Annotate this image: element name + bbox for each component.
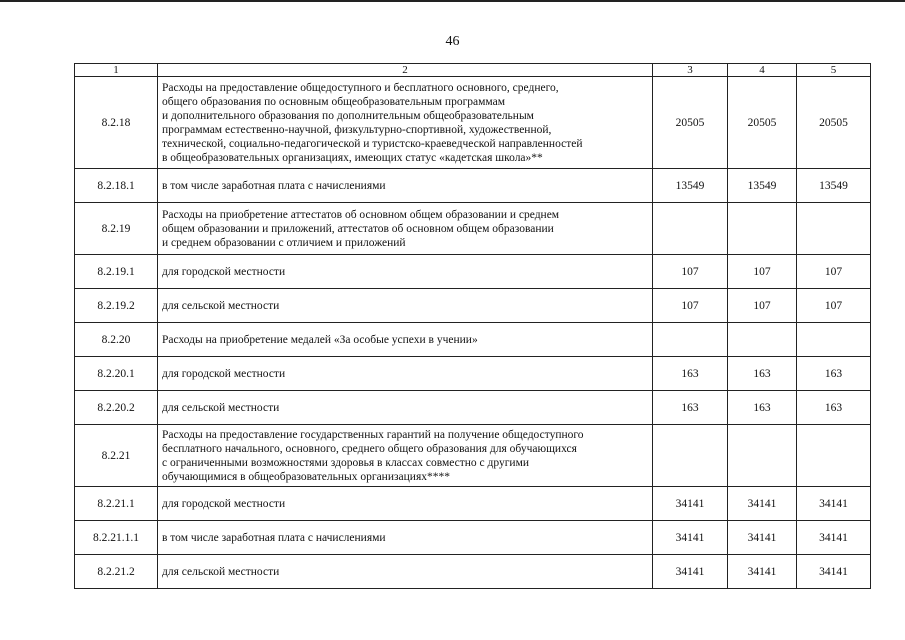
row-description (158, 255, 653, 289)
description-line: Расходы на предоставление общедоступного и бесплатного основного, среднего, (162, 81, 559, 94)
row-description (158, 169, 653, 203)
row-description (158, 521, 653, 555)
row-value-col-3: 163 (653, 391, 728, 425)
description-line: технической, социально-педагогической и туристско-краеведческой направленностей (162, 137, 583, 150)
description-line: бесплатного начального, основного, среднего общего образования для обучающихся (162, 442, 577, 455)
top-rule (0, 0, 905, 2)
row-value-col-3: 13549 (653, 169, 728, 203)
header-cell-4: 4 (728, 64, 797, 77)
row-value-col-4 (728, 323, 797, 357)
row-value-col-4: 107 (728, 255, 797, 289)
row-code: 8.2.20 (75, 323, 158, 357)
table-row (75, 323, 871, 357)
row-description (158, 425, 653, 487)
row-value-col-3: 34141 (653, 521, 728, 555)
row-code: 8.2.21.1 (75, 487, 158, 521)
description-line: в том числе заработная плата с начислениями (162, 179, 386, 192)
row-description (158, 203, 653, 255)
table-row (75, 357, 871, 391)
row-value-col-4: 163 (728, 357, 797, 391)
row-value-col-3 (653, 203, 728, 255)
row-description (158, 289, 653, 323)
description-line: общего образования по основным общеобразовательным программам (162, 95, 505, 108)
description-line: в общеобразовательных организациях, имеющих статус «кадетская школа»** (162, 151, 543, 164)
description-line: в том числе заработная плата с начислениями (162, 531, 386, 544)
header-cell-2: 2 (158, 64, 653, 77)
row-value-col-5: 34141 (797, 521, 871, 555)
row-value-col-5: 34141 (797, 487, 871, 521)
description-line: для сельской местности (162, 299, 280, 312)
header-row (75, 64, 871, 77)
description-line: программам естественно-научной, физкультурно-спортивной, художественной, (162, 123, 552, 136)
description-line: для сельской местности (162, 401, 280, 414)
row-description (158, 391, 653, 425)
description-line: Расходы на приобретение медалей «За особые успехи в учении» (162, 333, 478, 346)
description-line: для сельской местности (162, 565, 280, 578)
description-line: для городской местности (162, 497, 286, 510)
table-body (75, 64, 871, 589)
row-value-col-4: 13549 (728, 169, 797, 203)
row-value-col-5: 13549 (797, 169, 871, 203)
table-row (75, 555, 871, 589)
row-code: 8.2.21 (75, 425, 158, 487)
row-code: 8.2.20.2 (75, 391, 158, 425)
row-value-col-5: 163 (797, 391, 871, 425)
table-row (75, 289, 871, 323)
row-value-col-4: 34141 (728, 487, 797, 521)
row-code: 8.2.18 (75, 77, 158, 169)
row-description (158, 77, 653, 169)
row-value-col-5: 107 (797, 255, 871, 289)
row-value-col-5: 107 (797, 289, 871, 323)
row-value-col-5: 34141 (797, 555, 871, 589)
table-row (75, 203, 871, 255)
description-line: общем образовании и приложений, аттестатов об основном общем образовании (162, 222, 554, 235)
description-line: обучающимися в общеобразовательных организациях**** (162, 470, 450, 483)
row-code: 8.2.21.2 (75, 555, 158, 589)
row-value-col-3: 34141 (653, 487, 728, 521)
row-value-col-5: 163 (797, 357, 871, 391)
row-value-col-4: 34141 (728, 521, 797, 555)
row-value-col-3: 20505 (653, 77, 728, 169)
row-value-col-4 (728, 203, 797, 255)
row-value-col-3 (653, 323, 728, 357)
row-description (158, 487, 653, 521)
description-line: с ограниченными возможностями здоровья в классах совместно с другими (162, 456, 530, 469)
description-line: Расходы на приобретение аттестатов об основном общем образовании и среднем (162, 208, 560, 221)
description-line: и среднем образовании с отличием и приложений (162, 236, 406, 249)
row-value-col-4: 163 (728, 391, 797, 425)
row-value-col-3: 163 (653, 357, 728, 391)
row-value-col-3: 34141 (653, 555, 728, 589)
row-value-col-4: 107 (728, 289, 797, 323)
table-row (75, 391, 871, 425)
header-cell-1: 1 (75, 64, 158, 77)
row-code: 8.2.19 (75, 203, 158, 255)
row-description (158, 323, 653, 357)
row-description (158, 555, 653, 589)
row-value-col-3 (653, 425, 728, 487)
table-row (75, 255, 871, 289)
row-code: 8.2.21.1.1 (75, 521, 158, 555)
description-line: Расходы на предоставление государственных гарантий на получение общедоступного (162, 428, 584, 441)
row-value-col-5: 20505 (797, 77, 871, 169)
row-value-col-5 (797, 203, 871, 255)
row-code: 8.2.18.1 (75, 169, 158, 203)
description-line: для городской местности (162, 265, 286, 278)
table-row (75, 521, 871, 555)
row-code: 8.2.19.2 (75, 289, 158, 323)
row-value-col-4: 34141 (728, 555, 797, 589)
row-value-col-4 (728, 425, 797, 487)
row-value-col-4: 20505 (728, 77, 797, 169)
table-row (75, 77, 871, 169)
description-line: для городской местности (162, 367, 286, 380)
page-number: 46 (445, 34, 460, 49)
row-code: 8.2.19.1 (75, 255, 158, 289)
row-value-col-5 (797, 323, 871, 357)
header-cell-5: 5 (797, 64, 871, 77)
header-cell-3: 3 (653, 64, 728, 77)
table-row (75, 487, 871, 521)
table-row (75, 425, 871, 487)
data-table (74, 63, 871, 589)
row-value-col-3: 107 (653, 255, 728, 289)
row-code: 8.2.20.1 (75, 357, 158, 391)
table-row (75, 169, 871, 203)
description-line: и дополнительного образования по дополнительным общеобразовательным (162, 109, 534, 122)
row-description (158, 357, 653, 391)
row-value-col-5 (797, 425, 871, 487)
row-value-col-3: 107 (653, 289, 728, 323)
